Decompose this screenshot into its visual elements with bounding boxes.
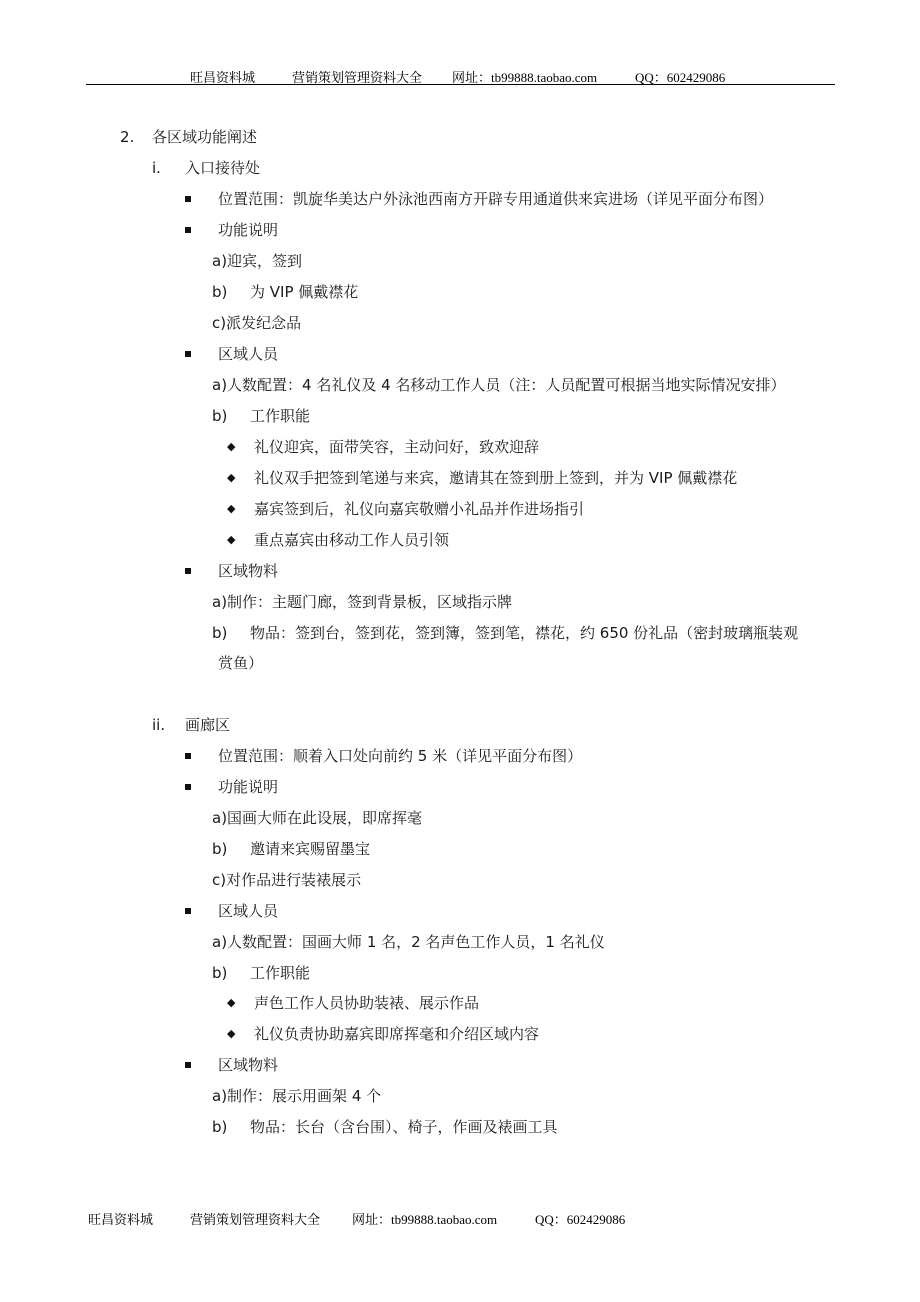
- area1-title: 入口接待处: [185, 159, 261, 177]
- bullet-square: [185, 227, 191, 233]
- area2-staff-a: a)人数配置：国画大师 1 名，2 名声色工作人员，1 名礼仪: [212, 933, 605, 951]
- bullet-square: [185, 568, 191, 574]
- section-number: 2.: [120, 128, 135, 146]
- area2-staff-b: 工作职能: [250, 964, 311, 982]
- header-qq: QQ：602429086: [635, 70, 726, 85]
- area1-number: i.: [152, 159, 161, 177]
- area1-staff-heading: 区域人员: [218, 345, 279, 363]
- area2-func-c: c)对作品进行装裱展示: [212, 871, 362, 889]
- footer-shop: 旺昌资料城: [88, 1212, 154, 1227]
- area2-location: 位置范围：顺着入口处向前约 5 米（详见平面分布图）: [218, 747, 583, 765]
- section-title: 各区域功能阐述: [152, 128, 258, 146]
- area1-staff-b: 工作职能: [250, 407, 311, 425]
- header-shop: 旺昌资料城: [190, 70, 256, 85]
- area1-mat-b: 物品：签到台，签到花，签到簿，签到笔，襟花，约 650 份礼品（密封玻璃瓶装观: [250, 624, 799, 642]
- footer-qq: QQ：602429086: [535, 1212, 626, 1227]
- area2-func-a: a)国画大师在此设展，即席挥毫: [212, 809, 423, 827]
- bullet-square: [185, 753, 191, 759]
- area1-duty-3: 嘉宾签到后，礼仪向嘉宾敬赠小礼品并作进场指引: [254, 500, 585, 518]
- footer-site: 网址：tb99888.taobao.com: [352, 1212, 498, 1227]
- bullet-square: [185, 351, 191, 357]
- diamond-bullet: ◆: [227, 1027, 236, 1040]
- area1-duty-4: 重点嘉宾由移动工作人员引领: [254, 531, 450, 549]
- area1-func-b: 为 VIP 佩戴襟花: [250, 283, 359, 301]
- area2-staff-b-label: b): [212, 964, 228, 982]
- area2-staff-heading: 区域人员: [218, 902, 279, 920]
- area2-duty-1: 声色工作人员协助装裱、展示作品: [254, 994, 480, 1012]
- area2-func-b: 邀请来宾赐留墨宝: [250, 840, 371, 858]
- page-header: [0, 65, 920, 85]
- footer-collection: 营销策划管理资料大全: [190, 1212, 321, 1227]
- area1-func-c: c)派发纪念品: [212, 314, 302, 332]
- area1-staff-b-label: b): [212, 407, 228, 425]
- area1-mat-b-label: b): [212, 624, 228, 642]
- area2-title: 画廊区: [185, 716, 231, 734]
- diamond-bullet: ◆: [227, 440, 236, 453]
- area1-mat-a: a)制作：主题门廊，签到背景板，区域指示牌: [212, 593, 513, 611]
- area1-func-b-label: b): [212, 283, 228, 301]
- area1-staff-a: a)人数配置：4 名礼仪及 4 名移动工作人员（注：人员配置可根据当地实际情况安排）: [212, 376, 786, 394]
- area1-func-a: a)迎宾，签到: [212, 252, 303, 270]
- page-footer: [0, 1207, 920, 1227]
- diamond-bullet: ◆: [227, 996, 236, 1009]
- area1-function-heading: 功能说明: [218, 221, 279, 239]
- area2-mat-b: 物品：长台（含台围）、椅子，作画及裱画工具: [250, 1118, 558, 1136]
- area1-mat-b-cont: 赏鱼）: [218, 654, 264, 672]
- header-site: 网址：tb99888.taobao.com: [452, 70, 598, 85]
- area2-duty-2: 礼仪负责协助嘉宾即席挥毫和介绍区域内容: [254, 1025, 540, 1043]
- area2-mat-a: a)制作：展示用画架 4 个: [212, 1087, 382, 1105]
- header-collection: 营销策划管理资料大全: [292, 70, 423, 85]
- area1-location: 位置范围：凯旋华美达户外泳池西南方开辟专用通道供来宾进场（详见平面分布图）: [218, 190, 774, 208]
- bullet-square: [185, 908, 191, 914]
- area2-number: ii.: [152, 716, 166, 734]
- header-rule: [86, 84, 835, 85]
- area2-materials-heading: 区域物料: [218, 1056, 279, 1074]
- bullet-square: [185, 196, 191, 202]
- diamond-bullet: ◆: [227, 471, 236, 484]
- area1-duty-2: 礼仪双手把签到笔递与来宾，邀请其在签到册上签到，并为 VIP 佩戴襟花: [254, 469, 738, 487]
- bullet-square: [185, 1062, 191, 1068]
- diamond-bullet: ◆: [227, 533, 236, 546]
- area2-function-heading: 功能说明: [218, 778, 279, 796]
- area2-mat-b-label: b): [212, 1118, 228, 1136]
- area1-materials-heading: 区域物料: [218, 562, 279, 580]
- diamond-bullet: ◆: [227, 502, 236, 515]
- bullet-square: [185, 784, 191, 790]
- area1-duty-1: 礼仪迎宾，面带笑容，主动问好，致欢迎辞: [254, 438, 540, 456]
- area2-func-b-label: b): [212, 840, 228, 858]
